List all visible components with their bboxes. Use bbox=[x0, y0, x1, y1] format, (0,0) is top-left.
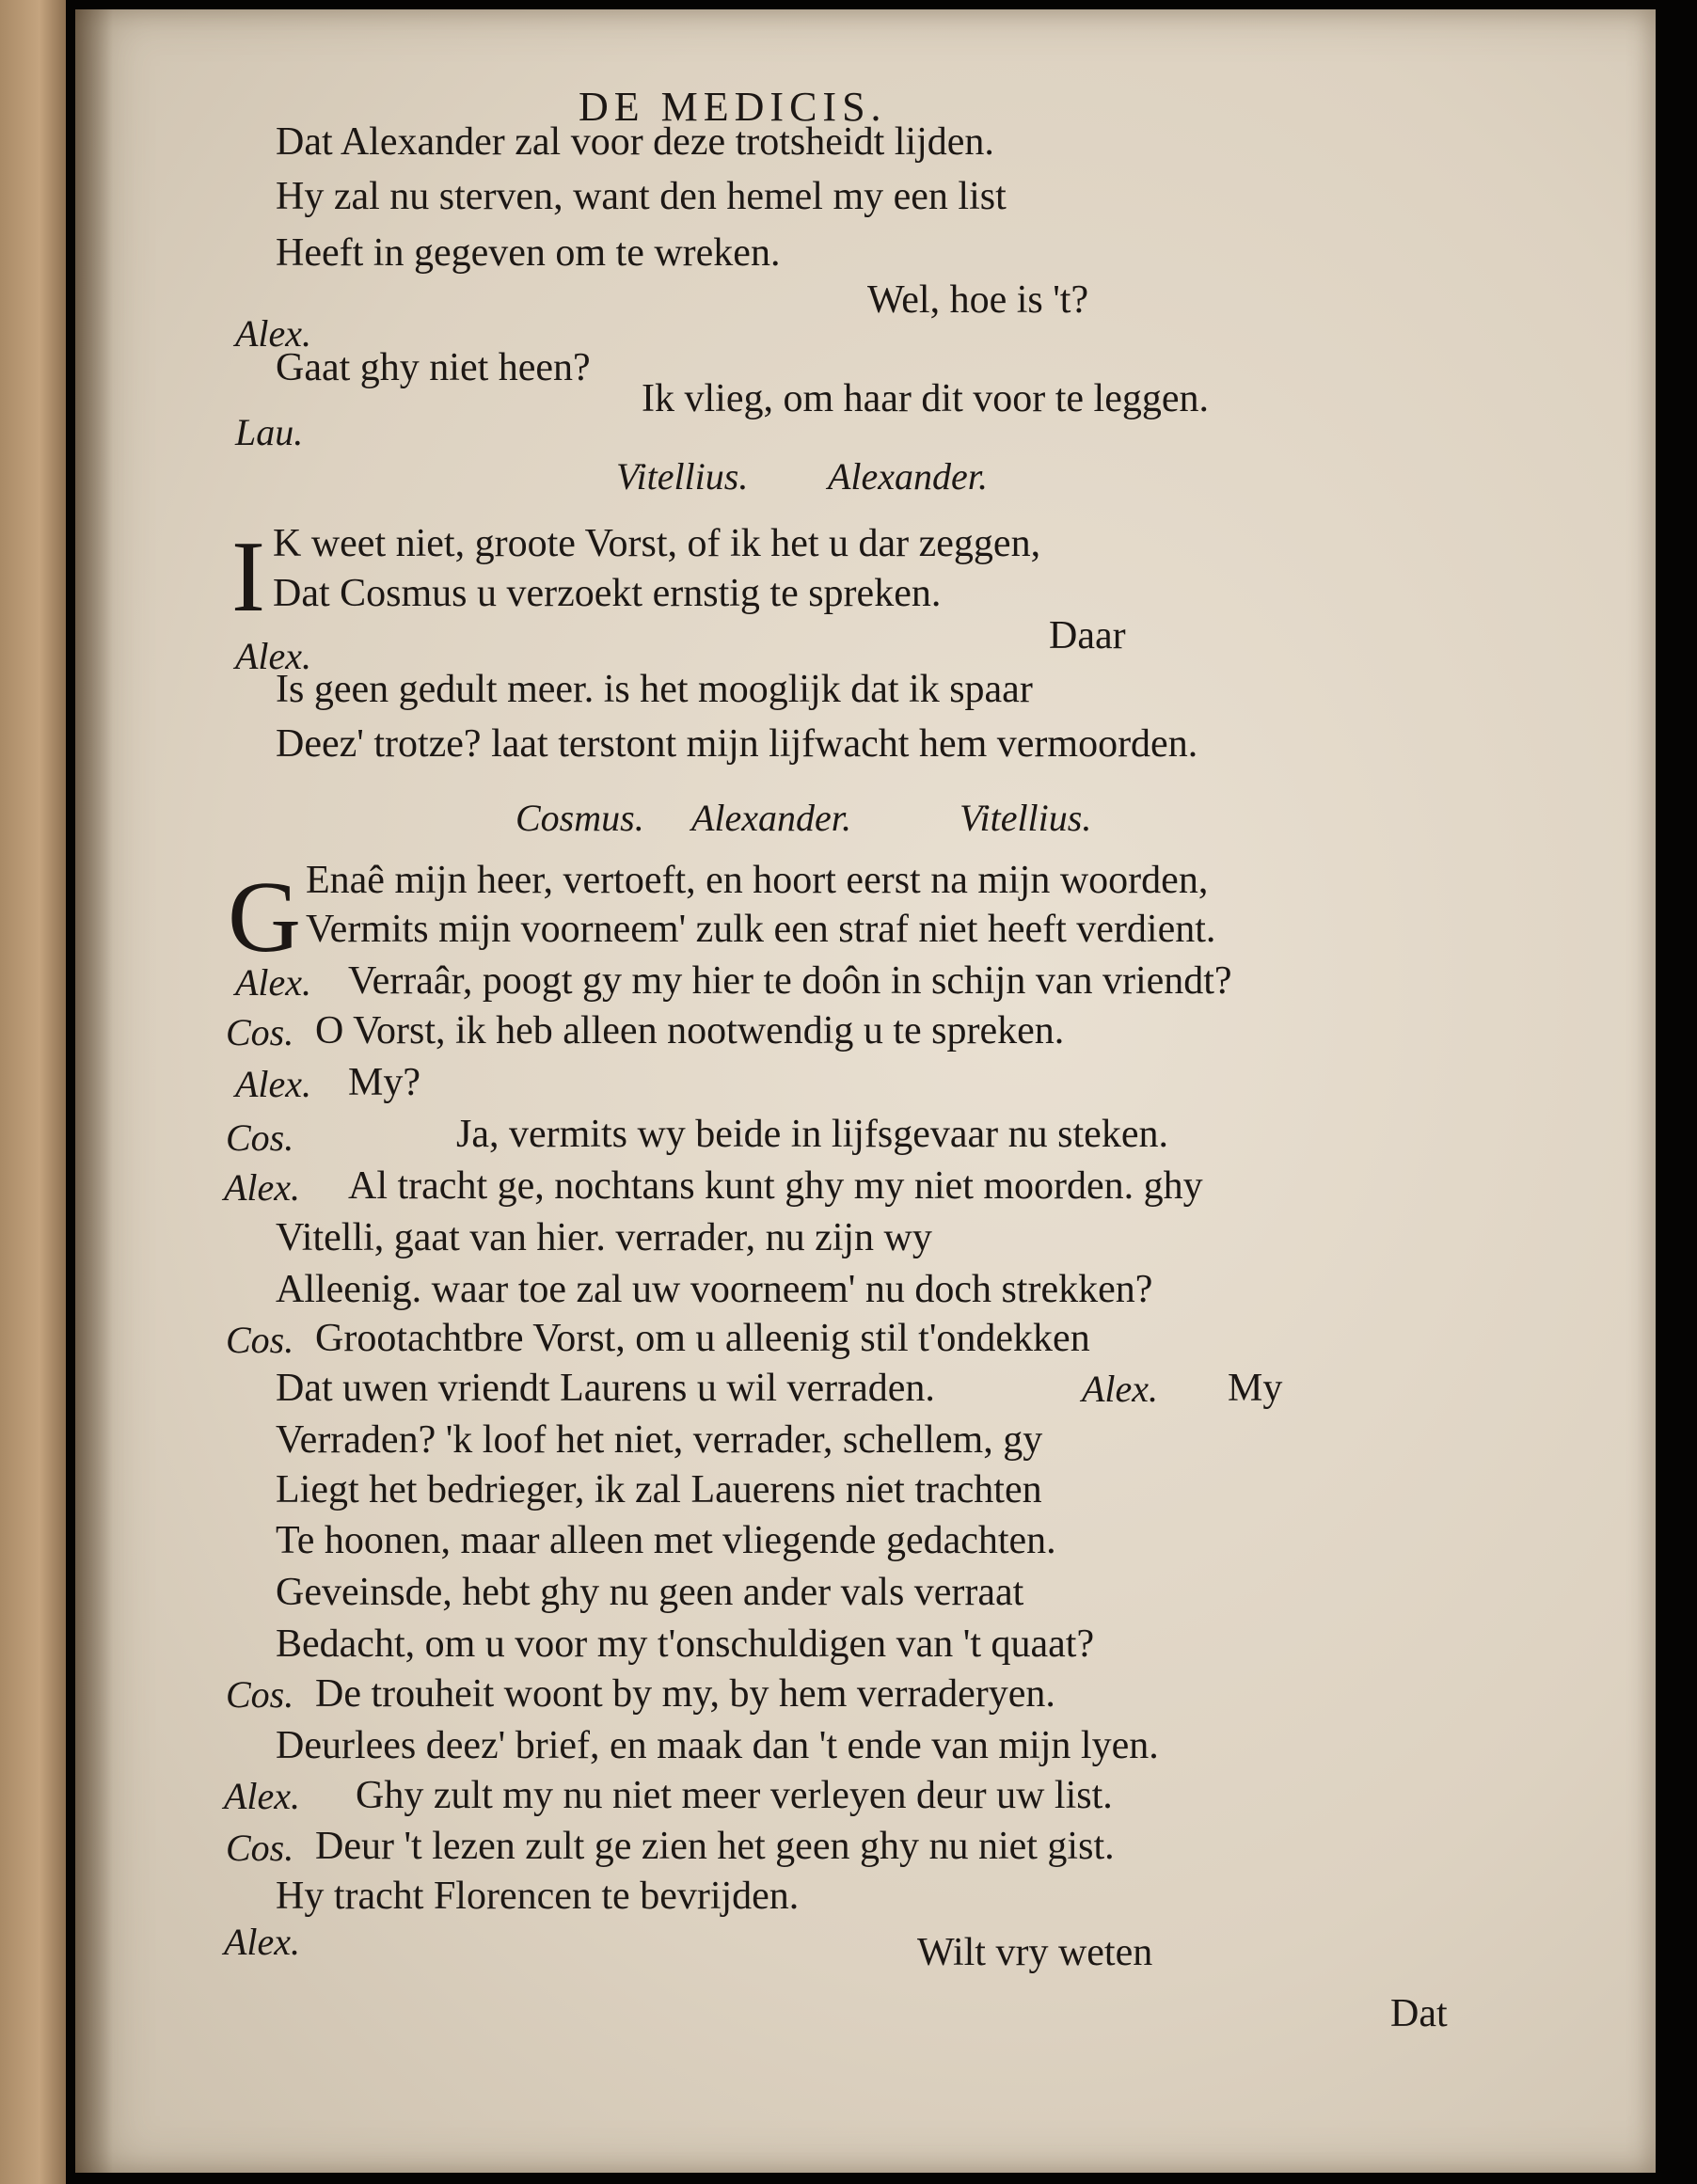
text-line-5: Gaat ghy niet heen? bbox=[276, 346, 591, 389]
scene-heading-alexander: Alexander. bbox=[691, 797, 851, 839]
scene-heading-cosmus: Cosmus. bbox=[515, 797, 644, 839]
catchword: Dat bbox=[1390, 1992, 1448, 2035]
text-line-31: Ghy zult my nu niet meer verleyen deur uw list. bbox=[356, 1774, 1113, 1817]
speaker-alex: Alex. bbox=[235, 635, 312, 677]
speaker-alex: Alex. bbox=[235, 961, 312, 1004]
scene-heading-alexander: Alexander. bbox=[828, 455, 988, 498]
text-line-25: Liegt het bedrieger, ik zal Lauerens niet trachten bbox=[276, 1468, 1042, 1511]
text-line-10: Is geen gedult meer. is het mooglijk dat ik spaar bbox=[276, 668, 1033, 711]
speaker-alex: Alex. bbox=[224, 1775, 301, 1817]
speaker-alex: Alex. bbox=[235, 312, 312, 355]
text-line-8: Dat Cosmus u verzoekt ernstig te spreken. bbox=[273, 572, 942, 615]
text-line-7: K weet niet, groote Vorst, of ik het u dar zeggen, bbox=[273, 522, 1041, 565]
text-line-28: Bedacht, om u voor my t'onschuldigen van 't quaat? bbox=[276, 1622, 1095, 1666]
text-line-15: O Vorst, ik heb alleen nootwendig u te spreken. bbox=[315, 1009, 1065, 1052]
text-line-6: Ik vlieg, om haar dit voor te leggen. bbox=[642, 377, 1209, 420]
text-line-13: Vermits mijn voorneem' zulk een straf niet heeft verdient. bbox=[306, 908, 1216, 951]
text-line-26: Te hoonen, maar alleen met vliegende gedachten. bbox=[276, 1519, 1056, 1562]
text-line-14: Verraâr, poogt gy my hier te doôn in schijn van vriendt? bbox=[348, 959, 1232, 1003]
speaker-alex: Alex. bbox=[1082, 1368, 1159, 1410]
text-line-19: Vitelli, gaat van hier. verrader, nu zijn wy bbox=[276, 1216, 932, 1259]
scene-heading-vitellius: Vitellius. bbox=[616, 455, 749, 498]
text-line-3: Heeft in gegeven om te wreken. bbox=[276, 231, 781, 275]
speaker-alex: Alex. bbox=[224, 1921, 301, 1963]
drop-cap-g: G bbox=[228, 862, 301, 973]
speaker-cos: Cos. bbox=[226, 1011, 294, 1053]
text-line-16: My? bbox=[348, 1061, 420, 1104]
speaker-lau: Lau. bbox=[235, 411, 304, 453]
running-header: DE MEDICIS. bbox=[579, 84, 887, 130]
speaker-cos: Cos. bbox=[226, 1319, 294, 1361]
text-line-9: Daar bbox=[1049, 614, 1126, 657]
speaker-cos: Cos. bbox=[226, 1827, 294, 1869]
drop-cap-i: I bbox=[231, 521, 265, 633]
text-line-2: Hy zal nu sterven, want den hemel my een list bbox=[276, 175, 1007, 218]
text-line-29: De trouheit woont by my, by hem verraderyen. bbox=[315, 1672, 1055, 1716]
text-line-17: Ja, vermits wy beide in lijfsgevaar nu steken. bbox=[456, 1113, 1168, 1156]
text-line-34: Wilt vry weten bbox=[917, 1931, 1153, 1974]
text-line-33: Hy tracht Florencen te bevrijden. bbox=[276, 1875, 800, 1918]
speaker-cos: Cos. bbox=[226, 1673, 294, 1716]
text-line-20: Alleenig. waar toe zal uw voorneem' nu doch strekken? bbox=[276, 1268, 1153, 1311]
text-line-18: Al tracht ge, nochtans kunt ghy my niet moorden. ghy bbox=[348, 1164, 1203, 1208]
text-line-22: Dat uwen vriendt Laurens u wil verraden. bbox=[276, 1367, 935, 1410]
text-line-32: Deur 't lezen zult ge zien het geen ghy nu niet gist. bbox=[315, 1825, 1115, 1868]
text-line-30: Deurlees deez' brief, en maak dan 't ende van mijn lyen. bbox=[276, 1724, 1159, 1767]
text-line-21: Grootachtbre Vorst, om u alleenig stil t'ondekken bbox=[315, 1317, 1090, 1360]
speaker-alex: Alex. bbox=[224, 1166, 301, 1209]
scene-heading-vitellius: Vitellius. bbox=[960, 797, 1092, 839]
text-line-4: Wel, hoe is 't? bbox=[867, 278, 1089, 322]
text-line-12: Enaê mijn heer, vertoeft, en hoort eerst na mijn woorden, bbox=[306, 859, 1209, 902]
text-line-1: Dat Alexander zal voor deze trotsheidt lijden. bbox=[276, 120, 994, 164]
text-line-27: Geveinsde, hebt ghy nu geen ander vals verraat bbox=[276, 1571, 1024, 1614]
text-line-23: My bbox=[1228, 1367, 1283, 1410]
text-line-24: Verraden? 'k loof het niet, verrader, schellem, gy bbox=[276, 1418, 1043, 1462]
text-line-11: Deez' trotze? laat terstont mijn lijfwacht hem vermoorden. bbox=[276, 722, 1198, 766]
speaker-cos: Cos. bbox=[226, 1116, 294, 1159]
speaker-alex: Alex. bbox=[235, 1063, 312, 1105]
